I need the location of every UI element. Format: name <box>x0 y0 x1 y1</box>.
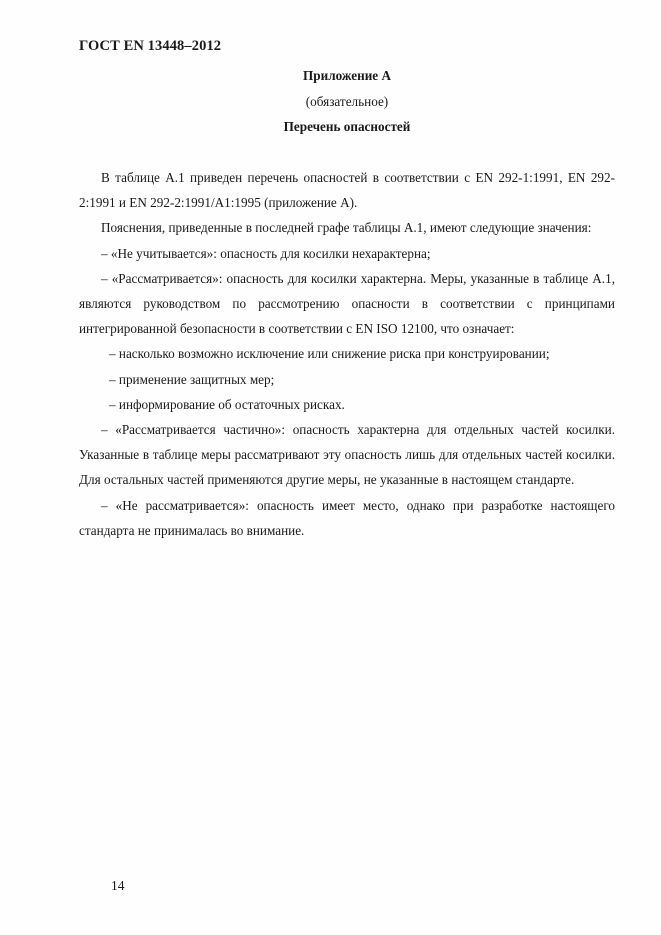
appendix-status: (обязательное) <box>305 94 389 109</box>
list-item-not-addressed: – «Не рассматривается»: опасность имеет место, однако при разработке настоящего стандарта не принималась во внимание. <box>79 497 615 538</box>
list-item-partially-considered: – «Рассматривается частично»: опасность характерна для отдельных частей косилки. Указанные в таблице меры рассматривают эту опасность лишь для отдельных частей косилки. Для остальных частей применяются другие меры, не указанные в настоящем стандарте. <box>79 422 615 488</box>
appendix-heading: Перечень опасностей <box>283 119 411 134</box>
body-text <box>79 165 615 543</box>
list-item-not-considered: – «Не учитывается»: опасность для косилки нехарактерна; <box>101 245 431 261</box>
list-item-considered: – «Рассматривается»: опасность для косилки характерна. Меры, указанные в таблице А.1, являются руководством по рассмотрению опасности в соответствии с принципами интегрированной безопасности в соответствии с EN ISO 12100, что означает: <box>79 270 615 337</box>
paragraph-intro: В таблице А.1 приведен перечень опасностей в соответствии с EN 292-1:1991, EN 292-2:1991 и EN 292-2:1991/А1:1995 (приложение А). <box>79 170 615 211</box>
page-number: 14 <box>111 878 125 893</box>
appendix-title: Приложение А <box>303 68 391 83</box>
sub-item-protective-measures: – применение защитных мер; <box>109 371 275 387</box>
paragraph-explanations: Пояснения, приведенные в последней графе таблицы А.1, имеют следующие значения: <box>101 220 592 236</box>
sub-item-risk-reduction: – насколько возможно исключение или снижение риска при конструировании; <box>109 346 550 362</box>
sub-item-residual-risks: – информирование об остаточных рисках. <box>109 396 345 412</box>
standard-header: ГОСТ EN 13448–2012 <box>79 38 222 54</box>
